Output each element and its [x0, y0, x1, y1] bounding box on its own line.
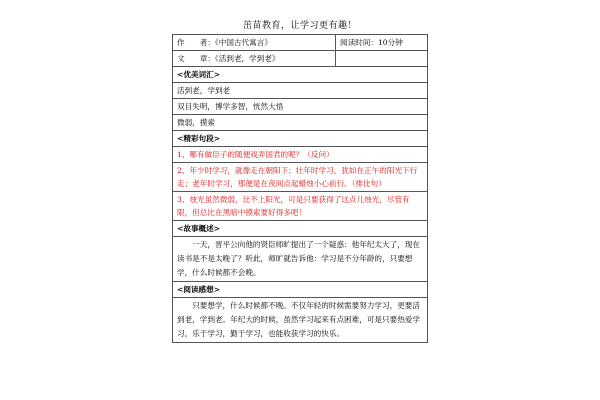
worksheet-table — [172, 34, 428, 343]
thoughts-text: 只要想学，什么时候都不晚。不仅年轻的时候需要努力学习，更要活到老，学到老。年纪大的时候，虽然学习起来有点困难，可是只要热爱学习，乐于学习，勤于学习，也能收获学习的快乐。 — [172, 298, 428, 343]
summary-text: 一天，晋平公向他的贤臣师旷提出了一个疑惑：他年纪太大了，现在读书是不是太晚了？听此，师旷就告诉他：学习是不分年龄的，只要想学，什么时候都不会晚。 — [172, 237, 428, 282]
article-value: 《活到老，学到老》 — [214, 54, 280, 63]
author-value: 《中国古代寓言》 — [214, 38, 272, 47]
vocab-line: 双目失明，博学多智，恍然大悟 — [172, 99, 428, 115]
article-label: 文 章： — [177, 54, 215, 63]
sentence-item: 2、年少时学习，就像走在朝阳下；壮年时学习，犹如在正午的阳光下行走；老年时学习，那便是在夜间点起蜡烛小心前行。（排比句） — [172, 163, 428, 192]
sentences-heading: <精彩句段> — [172, 131, 428, 147]
sentence-item: 3、烛光虽然微弱，比不上阳光，可是只要获得了这点儿烛光，尽管有限，但总比在黑暗中摸索要好得多吧！ — [172, 192, 428, 221]
thoughts-heading: <阅读感想> — [172, 282, 428, 298]
sentence-item: 1、哪有做臣子的随便戏弄国君的呢？（反问） — [172, 147, 428, 163]
reading-time: 阅读时间：10分钟 — [340, 38, 403, 47]
summary-heading: <故事概述> — [172, 221, 428, 237]
vocab-heading: <优美词汇> — [172, 67, 428, 83]
document-title: 茁苗教育，让学习更有趣！ — [242, 21, 357, 31]
vocab-line: 活到老，学到老 — [172, 83, 428, 99]
article-row — [172, 51, 428, 67]
article-blank — [336, 51, 427, 66]
author-row — [172, 35, 428, 51]
author-cell — [173, 35, 336, 50]
vocab-line: 微弱，摸索 — [172, 115, 428, 131]
author-label: 作 者： — [177, 38, 215, 47]
article-cell — [173, 51, 336, 66]
